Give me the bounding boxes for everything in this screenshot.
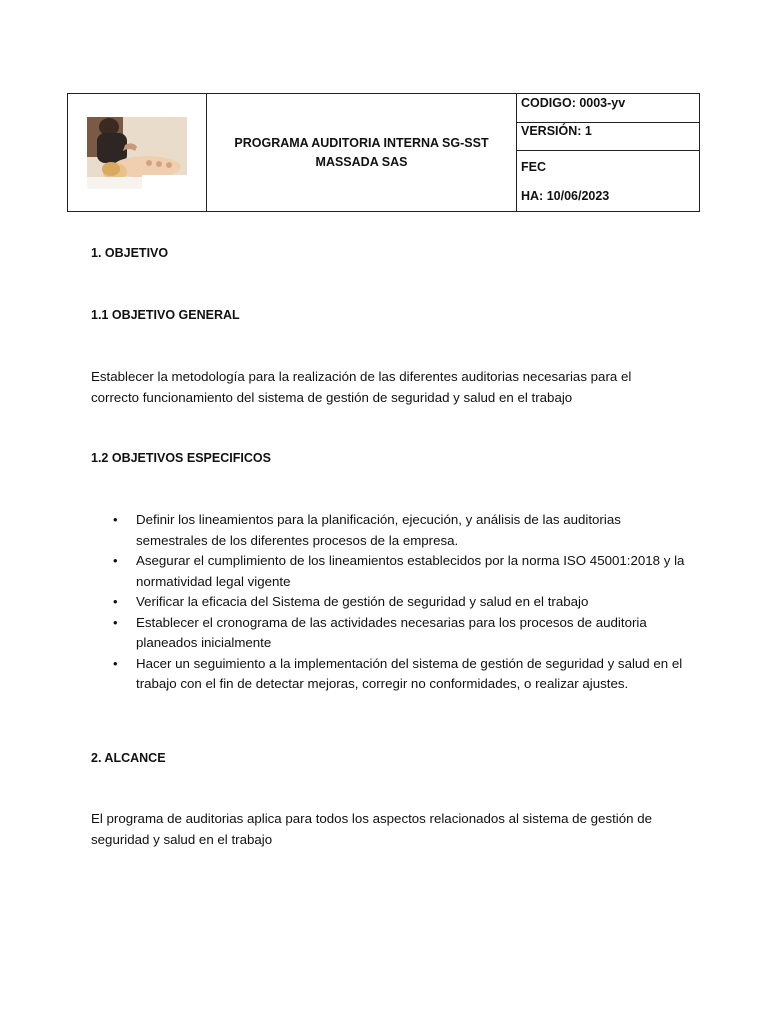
document-header-table <box>67 93 700 212</box>
heading-objetivo-general: 1.1 OBJETIVO GENERAL <box>91 308 240 322</box>
codigo-field: CODIGO: 0003-yv <box>517 94 699 123</box>
logo-cell <box>68 94 207 211</box>
alcance-text: El programa de auditorias aplica para todos los aspectos relacionados al sistema de gestión de seguridad y salud en el trabajo <box>91 811 653 847</box>
heading-objetivo: 1. OBJETIVO <box>91 246 169 260</box>
fecha-line-1: FEC <box>521 160 546 174</box>
fecha-line-2: HA: 10/06/2023 <box>521 189 610 203</box>
list-item: • Hacer un seguimiento a la implementación del sistema de gestión de seguridad y salud en el trabajo con el fin de detectar mejoras, corregir no conformidades, o realizar ajustes. <box>91 654 691 695</box>
version-field: VERSIÓN: 1 <box>517 123 699 151</box>
massage-photo-logo <box>87 117 187 189</box>
document-title: PROGRAMA AUDITORIA INTERNA SG-SST MASSADA SAS <box>207 94 517 211</box>
objetivos-especificos-list <box>91 510 691 695</box>
document-meta <box>517 94 699 211</box>
list-item: • Definir los lineamientos para la planificación, ejecución, y análisis de las auditorias semestrales de los diferentes procesos de la empresa. <box>91 510 691 551</box>
list-item: • Establecer el cronograma de las actividades necesarias para los procesos de auditoria planeados inicialmente <box>91 613 691 654</box>
list-item: • Verificar la eficacia del Sistema de gestión de seguridad y salud en el trabajo <box>91 592 691 613</box>
fecha-field <box>517 151 699 211</box>
heading-alcance: 2. ALCANCE <box>91 751 166 765</box>
heading-objetivos-especificos: 1.2 OBJETIVOS ESPECIFICOS <box>91 451 271 465</box>
list-item: • Asegurar el cumplimiento de los lineamientos establecidos por la norma ISO 45001:2018 y la normatividad legal vigente <box>91 551 691 592</box>
objetivo-general-text: Establecer la metodología para la realización de las diferentes auditorias necesarias para el correcto funcionamiento del sistema de gestión de seguridad y salud en el trabajo <box>91 369 632 405</box>
